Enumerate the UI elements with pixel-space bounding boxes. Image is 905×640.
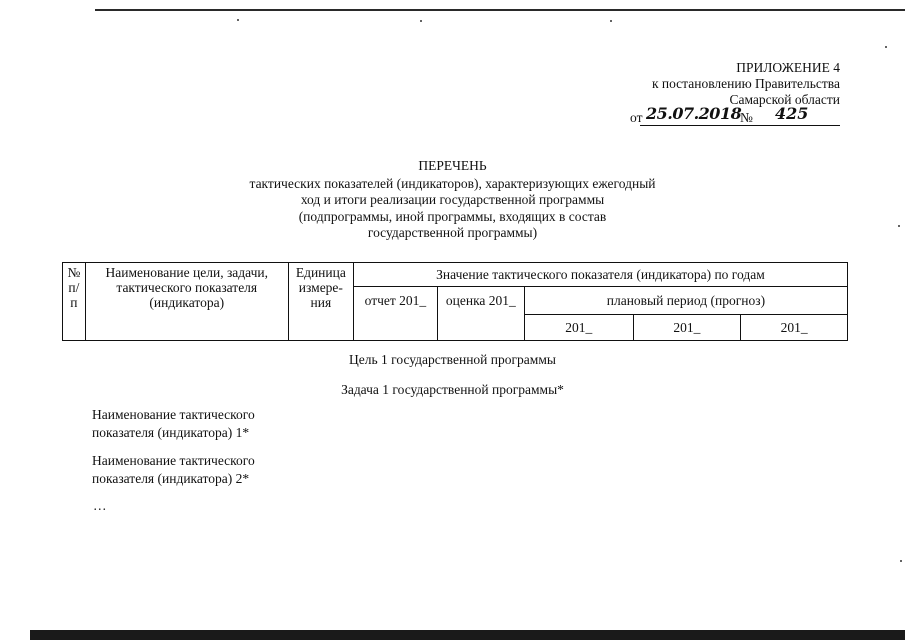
handwritten-number: 425 xyxy=(775,104,809,123)
indicator-item xyxy=(92,406,255,442)
document-title xyxy=(150,158,755,242)
scan-speck xyxy=(898,225,900,227)
scan-edge-top xyxy=(95,9,905,11)
indicator-name-line: показателя (индикатора) 2* xyxy=(92,471,250,486)
title-line: (подпрограммы, иной программы, входящих в состав xyxy=(298,208,607,224)
scan-speck xyxy=(900,560,902,562)
appendix-region: Самарской области xyxy=(729,92,840,107)
header-unit: Единица измере-ния xyxy=(288,263,353,341)
goal-heading: Цель 1 государственной программы xyxy=(349,352,556,367)
title-line: государственной программы) xyxy=(367,225,538,240)
header-plan-year: 201_ xyxy=(741,315,848,341)
number-label: № xyxy=(740,110,753,125)
scan-speck xyxy=(420,20,422,22)
indicator-name-line: Наименование тактического xyxy=(92,453,255,468)
header-name: Наименование цели, задачи, тактического показателя (индикатора) xyxy=(85,263,288,341)
appendix-decree: к постановлению Правительства xyxy=(651,76,840,91)
task-heading: Задача 1 государственной программы* xyxy=(341,382,564,397)
title-heading: ПЕРЕЧЕНЬ xyxy=(418,158,487,173)
from-label: от xyxy=(630,110,643,125)
header-report: отчет 201_ xyxy=(353,287,437,341)
title-line: тактических показателей (индикаторов), характеризующих ежегодный xyxy=(249,175,656,191)
scan-speck xyxy=(610,20,612,22)
header-estimate: оценка 201_ xyxy=(437,287,524,341)
scan-edge-bottom xyxy=(30,630,905,640)
appendix-date-number-line xyxy=(580,104,840,126)
header-num: № п/п xyxy=(63,263,86,341)
handwritten-date: 25.07.2018 xyxy=(646,104,742,123)
header-plan-year: 201_ xyxy=(633,315,741,341)
indicator-name-line: Наименование тактического xyxy=(92,407,255,422)
indicator-item xyxy=(92,452,255,488)
appendix-title: ПРИЛОЖЕНИЕ 4 xyxy=(736,60,840,75)
scan-speck xyxy=(237,19,239,21)
scan-speck xyxy=(885,46,887,48)
indicators-table xyxy=(62,262,848,341)
header-plan-period: плановый период (прогноз) xyxy=(524,287,847,315)
title-line: ход и итоги реализации государственной программы xyxy=(300,192,605,207)
continuation-ellipsis: … xyxy=(93,498,107,513)
signature-underline xyxy=(640,125,840,126)
appendix-block xyxy=(580,60,840,126)
header-values: Значение тактического показателя (индикатора) по годам xyxy=(353,263,847,287)
header-plan-year: 201_ xyxy=(524,315,633,341)
indicator-name-line: показателя (индикатора) 1* xyxy=(92,425,250,440)
